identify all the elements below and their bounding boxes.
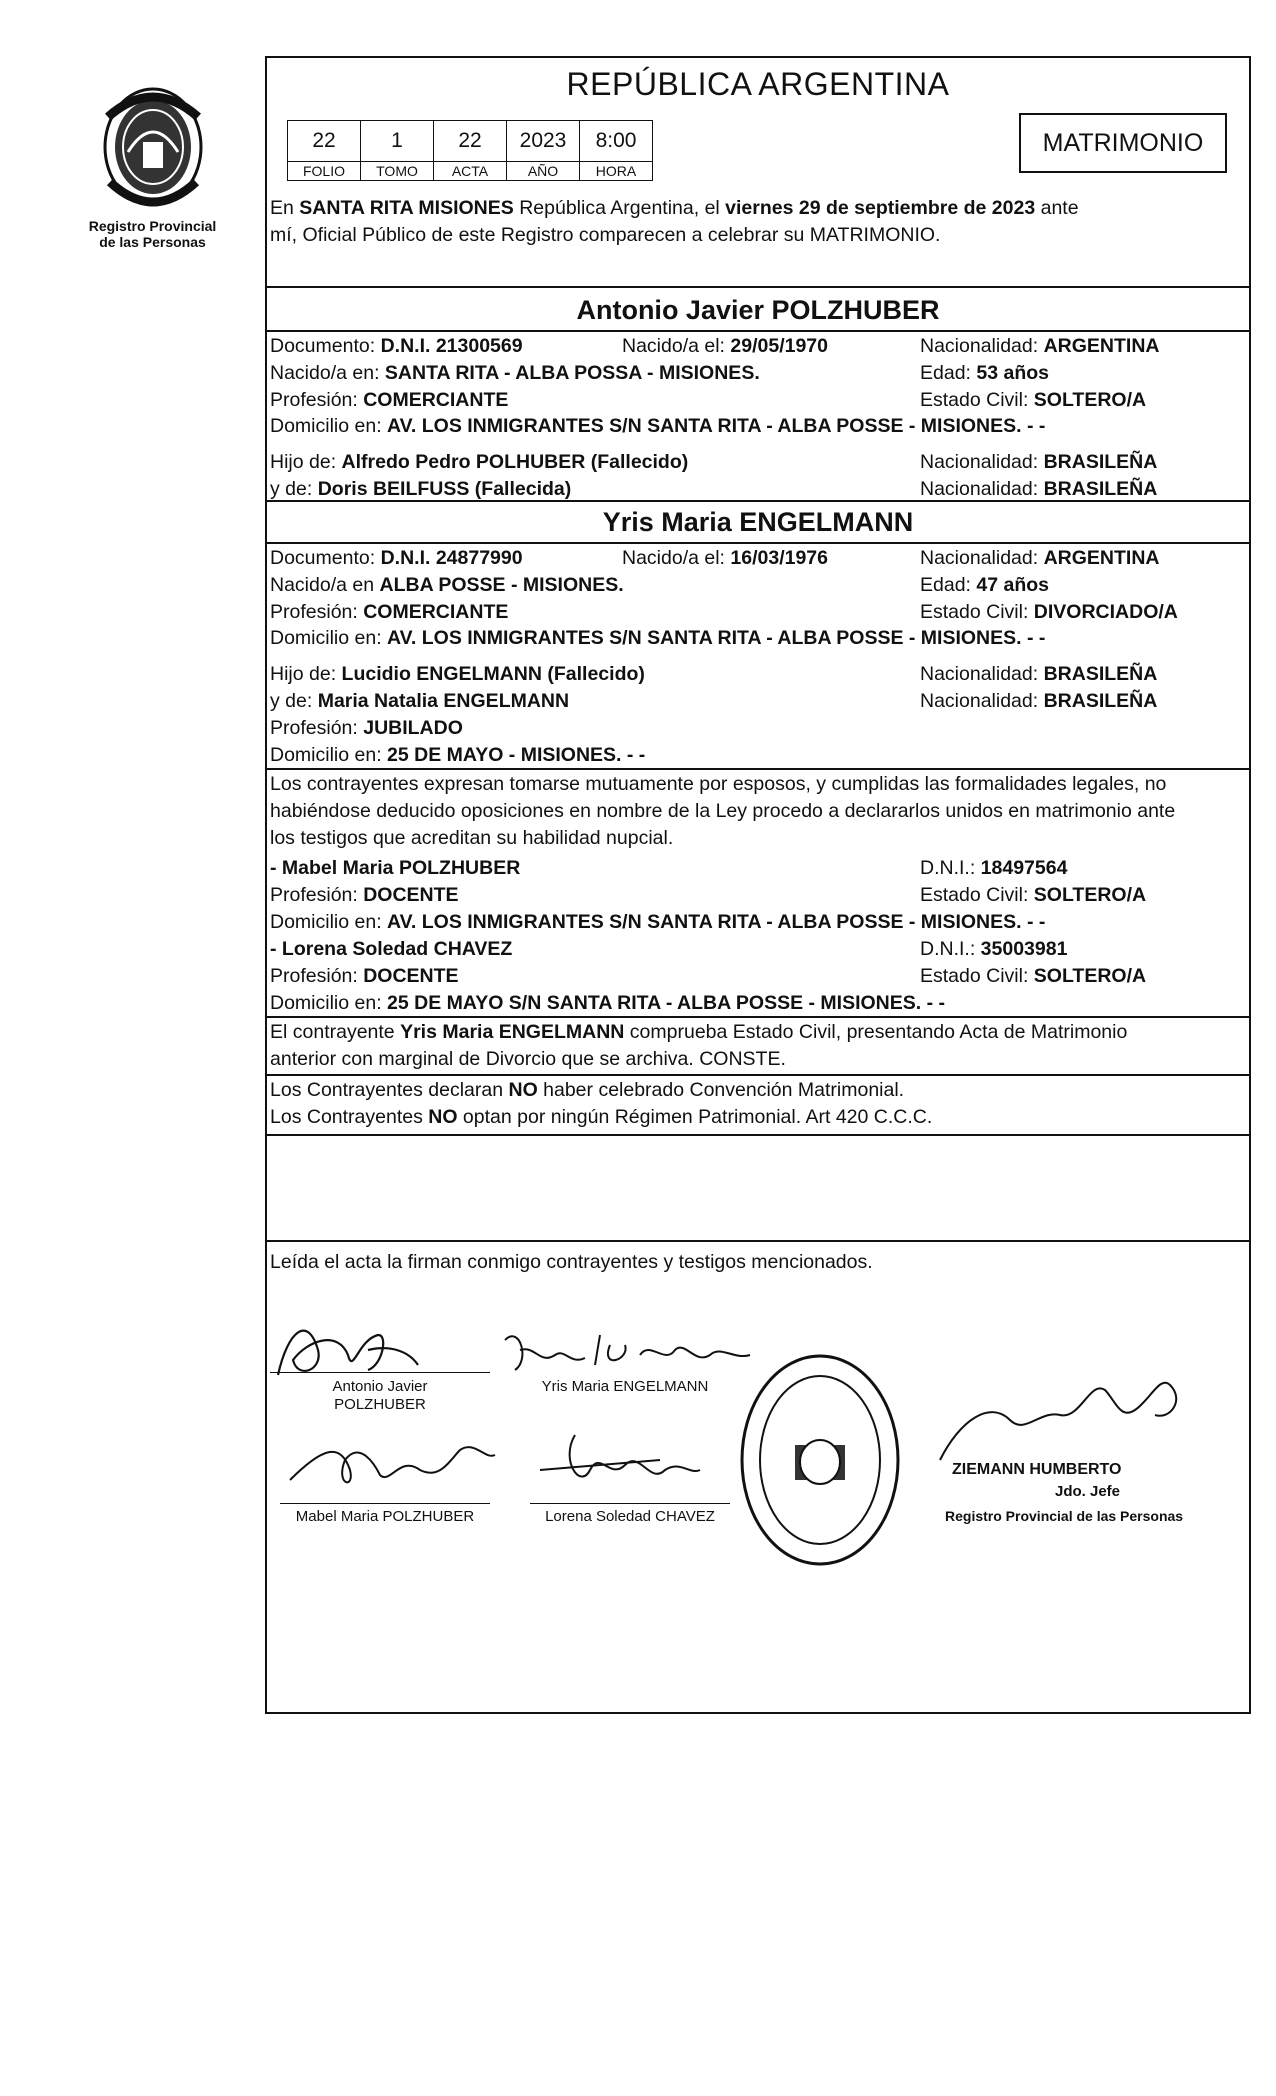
- registry-label-1: Registro Provincial: [88, 218, 217, 234]
- witness-2-signature: [530, 1420, 730, 1500]
- official-name: ZIEMANN HUMBERTO: [952, 1461, 1122, 1478]
- witness-2-profession: Profesión: DOCENTE: [270, 965, 459, 987]
- divider: [265, 286, 1251, 288]
- signature-line: [270, 1372, 490, 1373]
- intro-line-1: En SANTA RITA MISIONES República Argentina, el viernes 29 de septiembre de 2023 ante: [270, 197, 1079, 219]
- bride-mother-nationality: Nacionalidad: BRASILEÑA: [920, 690, 1158, 712]
- witness-1-profession: Profesión: DOCENTE: [270, 884, 459, 906]
- groom-signature-label-2: POLZHUBER: [334, 1396, 426, 1413]
- hora-label: HORA: [580, 162, 653, 181]
- groom-father-nationality: Nacionalidad: BRASILEÑA: [920, 451, 1158, 473]
- tomo-label: TOMO: [361, 162, 434, 181]
- bride-address: Domicilio en: AV. LOS INMIGRANTES S/N SANTA RITA - ALBA POSSE - MISIONES. - -: [270, 627, 1046, 649]
- divider: [265, 1134, 1251, 1136]
- witness-1-civil-status: Estado Civil: SOLTERO/A: [920, 884, 1147, 906]
- declaration-line-1: Los contrayentes expresan tomarse mutuamente por esposos, y cumplidas las formalidades legales, no: [270, 773, 1167, 795]
- witness-2-civil-status: Estado Civil: SOLTERO/A: [920, 965, 1147, 987]
- acta-value: 22: [434, 121, 507, 162]
- anio-label: AÑO: [507, 162, 580, 181]
- bride-age: Edad: 47 años: [920, 574, 1050, 596]
- witness-2-signature-label: Lorena Soledad CHAVEZ: [545, 1508, 715, 1525]
- groom-name: Antonio Javier POLZHUBER: [576, 295, 940, 325]
- witness-1-signature: [280, 1420, 520, 1500]
- hora-value: 8:00: [580, 121, 653, 162]
- bride-father-nationality: Nacionalidad: BRASILEÑA: [920, 663, 1158, 685]
- convention-line-2: Los Contrayentes NO optan por ningún Régimen Patrimonial. Art 420 C.C.C.: [270, 1106, 933, 1128]
- groom-signature-label-1: Antonio Javier: [332, 1378, 428, 1395]
- divider: [265, 1240, 1251, 1242]
- bride-mother-address: Domicilio en: 25 DE MAYO - MISIONES. - -: [270, 744, 646, 766]
- groom-born-in: Nacido/a en: SANTA RITA - ALBA POSSA - MISIONES.: [270, 362, 760, 384]
- witness-1-name: - Mabel Maria POLZHUBER: [270, 857, 521, 879]
- divider: [265, 500, 1251, 502]
- bride-profession: Profesión: COMERCIANTE: [270, 601, 509, 623]
- bride-doc: Documento: D.N.I. 24877990: [270, 547, 523, 569]
- register-table: [287, 120, 653, 181]
- registry-label-2: de las Personas: [99, 234, 206, 250]
- declaration-line-3: los testigos que acreditan su habilidad nupcial.: [270, 827, 674, 849]
- province-crest-icon: [98, 82, 208, 212]
- signature-line: [280, 1503, 490, 1504]
- divider: [265, 1074, 1251, 1076]
- divider: [265, 542, 1251, 544]
- official-signature: [930, 1360, 1200, 1470]
- page-title: REPÚBLICA ARGENTINA: [566, 66, 950, 102]
- groom-address: Domicilio en: AV. LOS INMIGRANTES S/N SANTA RITA - ALBA POSSE - MISIONES. - -: [270, 415, 1046, 437]
- bride-signature-label: Yris Maria ENGELMANN: [541, 1378, 709, 1395]
- record-type-box: MATRIMONIO: [1019, 113, 1227, 173]
- witness-1-signature-label: Mabel Maria POLZHUBER: [295, 1508, 475, 1525]
- official-title: Jdo. Jefe: [1055, 1483, 1121, 1500]
- bride-born-on: Nacido/a el: 16/03/1976: [622, 547, 829, 569]
- bride-mother: y de: Maria Natalia ENGELMANN: [270, 690, 570, 712]
- folio-value: 22: [288, 121, 361, 162]
- anio-value: 2023: [507, 121, 580, 162]
- bride-born-in: Nacido/a en ALBA POSSE - MISIONES.: [270, 574, 624, 596]
- official-seal-stamp: [735, 1350, 905, 1570]
- groom-age: Edad: 53 años: [920, 362, 1050, 384]
- groom-father: Hijo de: Alfredo Pedro POLHUBER (Fallecido): [270, 451, 689, 473]
- acta-label: ACTA: [434, 162, 507, 181]
- civil-note-line-1: El contrayente Yris Maria ENGELMANN comprueba Estado Civil, presentando Acta de Matrimonio: [270, 1021, 1128, 1043]
- witness-2-dni: D.N.I.: 35003981: [920, 938, 1068, 960]
- groom-doc: Documento: D.N.I. 21300569: [270, 335, 523, 357]
- declaration-line-2: habiéndose deducido oposiciones en nombre de la Ley procedo a declararlos unidos en matrimonio ante: [270, 800, 1176, 822]
- witness-2-address: Domicilio en: 25 DE MAYO S/N SANTA RITA - ALBA POSSE - MISIONES. - -: [270, 992, 946, 1014]
- divider: [265, 768, 1251, 770]
- divider: [265, 330, 1251, 332]
- groom-civil-status: Estado Civil: SOLTERO/A: [920, 389, 1147, 411]
- groom-mother: y de: Doris BEILFUSS (Fallecida): [270, 478, 572, 500]
- bride-signature: [500, 1320, 760, 1380]
- bride-nationality: Nacionalidad: ARGENTINA: [920, 547, 1160, 569]
- intro-place: SANTA RITA MISIONES: [299, 197, 514, 219]
- intro-date: viernes 29 de septiembre de 2023: [725, 197, 1036, 219]
- official-office: Registro Provincial de las Personas: [945, 1508, 1184, 1524]
- tomo-value: 1: [361, 121, 434, 162]
- folio-label: FOLIO: [288, 162, 361, 181]
- bride-father: Hijo de: Lucidio ENGELMANN (Fallecido): [270, 663, 645, 685]
- groom-profession: Profesión: COMERCIANTE: [270, 389, 509, 411]
- witness-1-address: Domicilio en: AV. LOS INMIGRANTES S/N SANTA RITA - ALBA POSSE - MISIONES. - -: [270, 911, 1046, 933]
- bride-mother-profession: Profesión: JUBILADO: [270, 717, 463, 739]
- bride-name: Yris Maria ENGELMANN: [602, 507, 914, 537]
- divider: [265, 1016, 1251, 1018]
- groom-mother-nationality: Nacionalidad: BRASILEÑA: [920, 478, 1158, 500]
- bride-civil-status: Estado Civil: DIVORCIADO/A: [920, 601, 1178, 623]
- groom-born-on: Nacido/a el: 29/05/1970: [622, 335, 829, 357]
- signature-line: [530, 1503, 730, 1504]
- witness-2-name: - Lorena Soledad CHAVEZ: [270, 938, 513, 960]
- convention-line-1: Los Contrayentes declaran NO haber celebrado Convención Matrimonial.: [270, 1079, 905, 1101]
- civil-note-line-2: anterior con marginal de Divorcio que se archiva. CONSTE.: [270, 1048, 786, 1070]
- witness-1-dni: D.N.I.: 18497564: [920, 857, 1068, 879]
- intro-line-2: mí, Oficial Público de este Registro comparecen a celebrar su MATRIMONIO.: [270, 224, 941, 246]
- groom-nationality: Nacionalidad: ARGENTINA: [920, 335, 1160, 357]
- registry-logo: [70, 82, 235, 250]
- closing-text: Leída el acta la firman conmigo contrayentes y testigos mencionados.: [270, 1251, 873, 1273]
